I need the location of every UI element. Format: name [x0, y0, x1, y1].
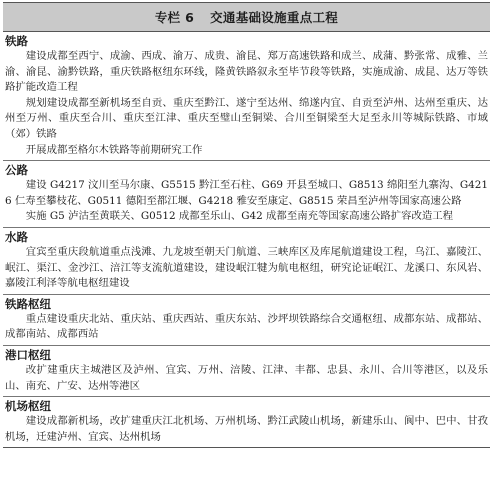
paragraph: 实施 G5 泸沽至黄联关、G0512 成都至乐山、G42 成都至南充等国家高速公路扩容改造工程: [25, 210, 454, 223]
section-heading: 机场枢纽: [5, 399, 51, 414]
column-number: 专栏 6: [154, 10, 195, 25]
paragraph: 重点建设重庆北站、重庆站、重庆西站、重庆东站、沙坪坝铁路综合交通枢纽、成都东站、成都站、成都南站、成都西站: [5, 312, 488, 341]
section-heading: 铁路: [5, 34, 28, 48]
section-heading: 铁路枢纽: [5, 296, 51, 311]
paragraph: 规划建设成都至新机场至自贡、重庆至黔江、遂宁至达州、绵遂内宜、自贡至泸州、达州至重庆、达州至万州、重庆至合川、重庆至江津、重庆至璧山至铜梁、合川至铜梁至大足至永川等城际铁路、市域（郊）铁路: [5, 96, 488, 140]
section-port-hub: [3, 346, 490, 397]
paragraph: 改扩建重庆主城港区及泸州、宜宾、万州、涪陵、江津、丰都、忠县、永川、合川等港区，以及乐山、南充、广安、达州等港区: [5, 363, 488, 392]
paragraph: 开展成都至格尔木铁路等前期研究工作: [25, 143, 203, 156]
section-railway-hub: [3, 295, 490, 346]
section-airport-hub: [3, 397, 490, 448]
section-highway: [3, 161, 490, 228]
paragraph: 建设成都新机场，改扩建重庆江北机场、万州机场、黔江武陵山机场，新建乐山、阆中、巴中、甘孜机场，迁建泸州、宜宾、达州机场: [5, 415, 488, 443]
paragraph: 宜宾至重庆段航道重点浅滩、九龙坡至朝天门航道、三峡库区及库尾航道建设工程，乌江、嘉陵江、岷江、渠江、金沙江、涪江等支流航道建设，建设岷江犍为航电枢纽，研究论证岷江、龙溪口、东风岩、嘉陵江利泽等航电枢纽建设: [5, 245, 488, 290]
section-heading: 水路: [5, 229, 28, 244]
paragraph: 建设成都至西宁、成渝、西成、渝万、成贵、渝昆、郑万高速铁路和成兰、成蒲、黔张常、成雅、兰渝、渝昆、渝黔铁路，重庆铁路枢纽东环线，隆黄铁路叙永至毕节段等铁路，实施成渝、成昆、达万等铁路扩能改造工程: [5, 50, 488, 94]
section-heading: 港口枢纽: [5, 347, 51, 362]
section-railway: [3, 32, 490, 161]
section-waterway: [3, 228, 490, 295]
paragraph: 建设 G4217 汶川至马尔康、G5515 黔江至石柱、G69 开县至城口、G8513 绵阳至九寨沟、G4216 仁寿至攀枝花、G0511 德阳至都江堰、G4218 雅安至康定、G8515 荣昌至泸州等国家高速公路: [5, 179, 488, 207]
column-title-bar: [3, 2, 490, 32]
section-heading: 公路: [5, 163, 28, 178]
column-title: 交通基础设施重点工程: [210, 10, 339, 25]
